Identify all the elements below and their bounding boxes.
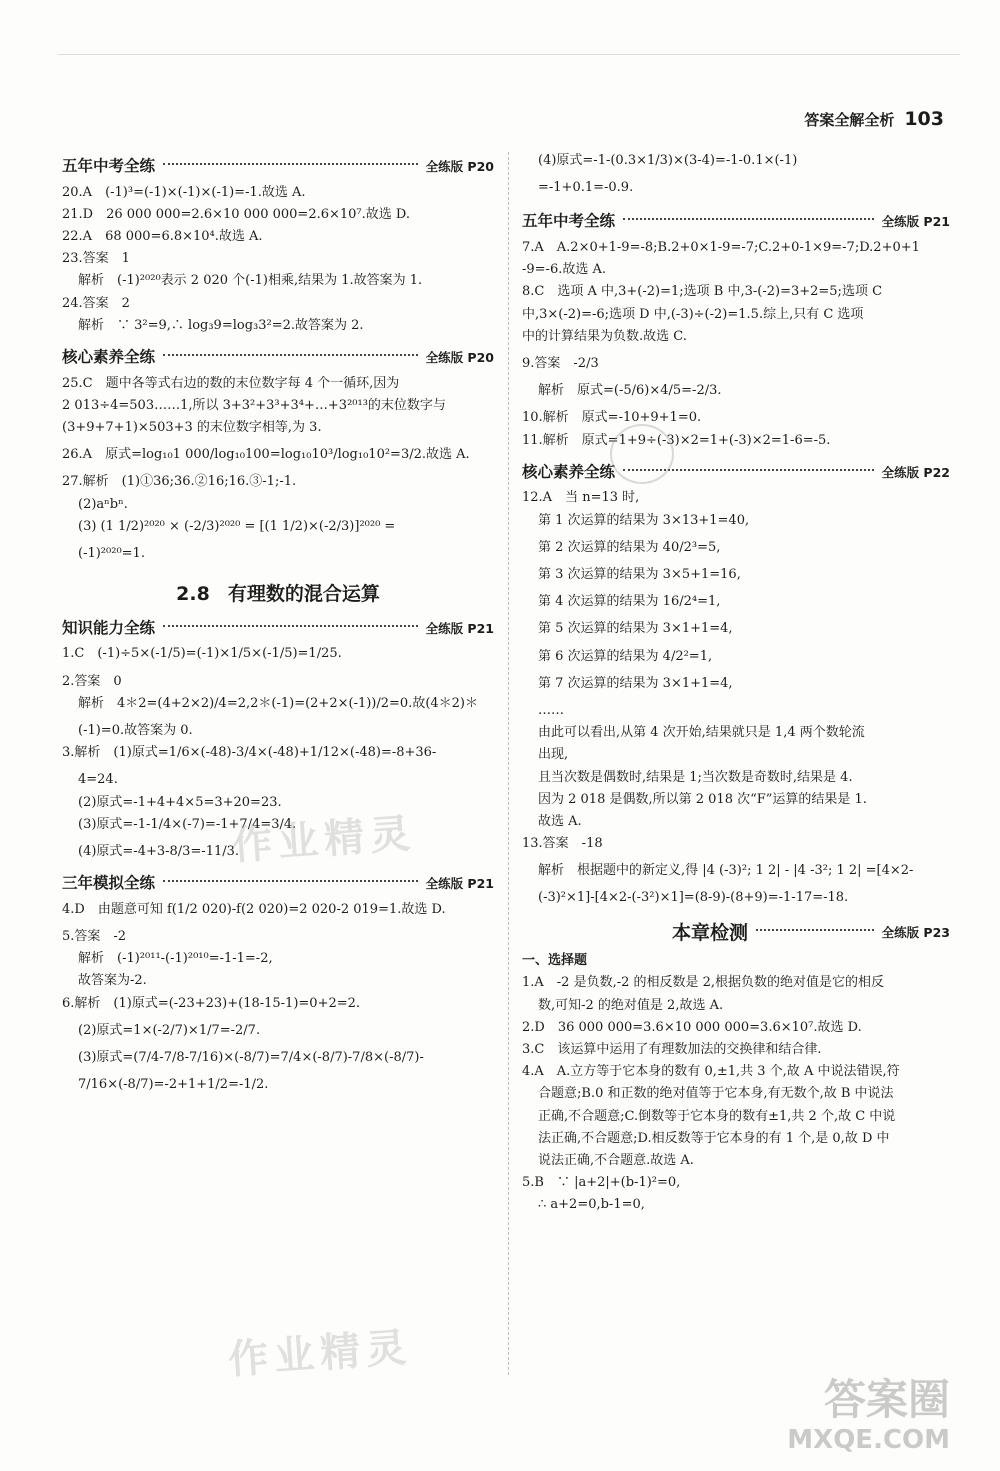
leader-dots <box>756 929 874 931</box>
stamp-mark <box>610 424 674 484</box>
answer-line: 1.A -2 是负数,-2 的相反数是 2,根据负数的绝对值是它的相反 <box>522 975 885 991</box>
answer-line: 2.答案 0 <box>62 673 122 689</box>
page-number: 103 <box>904 108 944 130</box>
section-title: 知识能力全练 <box>62 618 156 637</box>
answer-line: 合题意;B.0 和正数的绝对值等于它本身,有无数个,故 B 中说法 <box>538 1086 894 1102</box>
answer-line: 12.A 当 n=13 时, <box>522 490 640 506</box>
chapter-number: 2.8 <box>176 583 210 606</box>
answer-line: 21.D 26 000 000=2.6×10 000 000=2.6×10⁷.故选 D. <box>62 206 410 222</box>
answer-line: 8.C 选项 A 中,3+(-2)=1;选项 B 中,3-(-2)=3+2=5;选项 C <box>522 284 883 300</box>
answer-line: …… <box>538 702 564 718</box>
logo-text: 答案圈 <box>823 1375 950 1424</box>
section-ref: 全练版 P22 <box>881 464 950 480</box>
answer-line: 第 5 次运算的结果为 3×1+1=4, <box>538 621 733 637</box>
answer-line: 7/16×(-8/7)=-2+1+1/2=-1/2. <box>78 1077 269 1093</box>
answer-line: 中,3×(-2)=-6;选项 D 中,(-3)÷(-2)=1.5.综上,只有 C 选项 <box>522 306 864 322</box>
page-header <box>804 108 944 130</box>
answer-line: 解析 4＊2=(4+2×2)/4=2,2＊(-1)=(2+2×(-1))/2=0.故(4＊2)＊ <box>78 695 479 711</box>
answer-line: 2 013÷4=503……1,所以 3+3²+3³+3⁴+…+3²⁰¹³的末位数字与 <box>62 397 446 413</box>
subsection-title: 一、选择题 <box>522 953 588 969</box>
answer-line: ∴ a+2=0,b-1=0, <box>538 1197 645 1213</box>
answer-line: (-1)²⁰²⁰=1. <box>78 546 145 561</box>
chapter-name: 有理数的混合运算 <box>227 583 380 606</box>
answer-line: 因为 2 018 是偶数,所以第 2 018 次“F”运算的结果是 1. <box>538 791 867 807</box>
answer-line: 数,可知-2 的绝对值是 2,故选 A. <box>538 997 724 1013</box>
answer-line: (-1)=0.故答案为 0. <box>78 723 193 739</box>
answer-line: 26.A 原式=log₁₀1 000/log₁₀100=log₁₀10³/log₁₀10²=3/2.故选 A. <box>62 447 470 463</box>
answer-line: (-3)²×1]-[4×2-(-3²)×1]=(8-9)-(8+9)=-1-17=-18. <box>538 890 849 906</box>
site-logo <box>787 1375 950 1455</box>
answer-line: 出现, <box>538 747 569 763</box>
leader-dots <box>163 163 418 165</box>
column-divider <box>508 152 509 1375</box>
answer-line: 13.答案 -18 <box>522 836 603 852</box>
answer-line: 27.解析 (1)①36;36.②16;16.③-1;-1. <box>62 474 297 490</box>
answer-line: 1.C (-1)÷5×(-1/5)=(-1)×1/5×(-1/5)=1/25. <box>62 646 342 662</box>
section-ref: 全练版 P20 <box>425 350 494 366</box>
answer-line: 由此可以看出,从第 4 次开始,结果就只是 1,4 两个数轮流 <box>538 725 865 741</box>
answer-line: 3.解析 (1)原式=1/6×(-48)-3/4×(-48)+1/12×(-48)=-8+36- <box>62 745 437 761</box>
section-title: 本章检测 <box>672 921 749 944</box>
answer-line: 23.答案 1 <box>62 251 130 267</box>
answer-line: 说法正确,不合题意.故选 A. <box>538 1152 694 1168</box>
answer-line: (3)原式=(7/4-7/8-7/16)×(-8/7)=7/4×(-8/7)-7/8×(-8/7)- <box>78 1049 424 1065</box>
answer-line: 故答案为-2. <box>78 973 147 989</box>
answer-line: 解析 根据题中的新定义,得 |4 (-3)²; 1 2| - |4 -3²; 1 2| =[4×2- <box>538 863 914 879</box>
answer-line: 4.A A.立方等于它本身的数有 0,±1,共 3 个,故 A 中说法错误,符 <box>522 1064 900 1080</box>
section-header <box>62 347 494 369</box>
answer-line: 10.解析 原式=-10+9+1=0. <box>522 410 702 426</box>
answer-line: 正确,不合题意;C.倒数等于它本身的数有±1,共 2 个,故 C 中说 <box>538 1108 896 1124</box>
section-title: 核心素养全练 <box>522 462 616 481</box>
logo-url: MXQE.COM <box>787 1425 950 1455</box>
answer-line: 9.答案 -2/3 <box>522 356 599 371</box>
leader-dots <box>163 880 418 882</box>
answer-line: (3)原式=-1-1/4×(-7)=-1+7/4=3/4. <box>78 816 297 832</box>
answer-line: 解析 ∵ 3²=9,∴ log₃9=log₃3²=2.故答案为 2. <box>78 317 364 333</box>
leader-dots <box>623 218 874 220</box>
answer-line: 11.解析 原式=1+9÷(-3)×2=1+(-3)×2=1-6=-5. <box>522 432 831 448</box>
answer-line: (2)原式=1×(-2/7)×1/7=-2/7. <box>78 1022 261 1038</box>
answer-line: =-1+0.1=-0.9. <box>538 180 634 196</box>
answer-line: 5.答案 -2 <box>62 929 127 945</box>
answer-line: 法正确,不合题意;D.相反数等于它本身的有 1 个,是 0,故 D 中 <box>538 1130 890 1146</box>
section-header <box>522 462 950 484</box>
answer-line: 2.D 36 000 000=3.6×10 000 000=3.6×10⁷.故选 D. <box>522 1019 862 1035</box>
answer-line: (2)原式=-1+4+4×5=3+20=23. <box>78 794 282 810</box>
answer-line: 3.C 该运算中运用了有理数加法的交换律和结合律. <box>522 1041 822 1057</box>
section-header <box>62 873 494 895</box>
answer-line: 25.C 题中各等式右边的数的末位数字每 4 个一循环,因为 <box>62 375 400 391</box>
section-ref: 全练版 P21 <box>425 620 494 636</box>
right-column <box>522 152 950 1218</box>
section-title: 五年中考全练 <box>62 157 156 175</box>
leader-dots <box>163 354 418 356</box>
answer-line: (3) (1 1/2)²⁰²⁰ × (-2/3)²⁰²⁰ = [(1 1/2)×(-2/3)]²⁰²⁰ = <box>78 518 396 534</box>
top-rule <box>58 54 960 55</box>
watermark: 作业精灵 <box>230 810 418 870</box>
watermark: 作业精灵 <box>226 1324 414 1384</box>
section-ref: 全练版 P20 <box>425 159 494 175</box>
answer-line: 故选 A. <box>538 813 582 829</box>
section-header <box>62 618 494 640</box>
leader-dots <box>163 625 418 627</box>
chapter-title <box>62 581 494 608</box>
section-header <box>62 156 494 178</box>
answer-line: -9=-6.故选 A. <box>522 262 607 278</box>
answer-line: 4.D 由题意可知 f(1/2 020)-f(2 020)=2 020-2 019=1.故选 D. <box>62 901 446 917</box>
answer-line: 且当次数是偶数时,结果是 1;当次数是奇数时,结果是 4. <box>538 769 853 785</box>
answer-line: 第 4 次运算的结果为 16/2⁴=1, <box>538 594 721 610</box>
answer-line: 6.解析 (1)原式=(-23+23)+(18-15-1)=0+2=2. <box>62 995 361 1011</box>
section-ref: 全练版 P23 <box>881 925 950 941</box>
answer-line: 7.A A.2×0+1-9=-8;B.2+0×1-9=-7;C.2+0-1×9=-7;D.2+0+1 <box>522 240 920 256</box>
header-title: 答案全解全析 <box>804 111 895 129</box>
section-title: 核心素养全练 <box>62 348 156 366</box>
answer-line: 20.A (-1)³=(-1)×(-1)×(-1)=-1.故选 A. <box>62 184 306 200</box>
answer-line: 22.A 68 000=6.8×10⁴.故选 A. <box>62 229 263 245</box>
answer-line: 第 3 次运算的结果为 3×5+1=16, <box>538 567 741 582</box>
left-column <box>62 152 494 1098</box>
answer-line: 第 1 次运算的结果为 3×13+1=40, <box>538 512 750 528</box>
answer-line: 第 7 次运算的结果为 3×1+1=4, <box>538 675 733 691</box>
answer-line: (2)aⁿbⁿ. <box>78 496 128 512</box>
answer-line: (3+9+7+1)×503+3 的末位数字相等,为 3. <box>62 420 322 436</box>
section-ref: 全练版 P21 <box>425 876 494 892</box>
section-ref: 全练版 P21 <box>881 214 950 230</box>
answer-line: 解析 (-1)²⁰²⁰表示 2 020 个(-1)相乘,结果为 1.故答案为 1. <box>78 273 423 289</box>
answer-line: 第 2 次运算的结果为 40/2³=5, <box>538 539 721 555</box>
section-title: 五年中考全练 <box>522 212 616 231</box>
answer-line: 中的计算结果为负数.故选 C. <box>522 328 687 344</box>
section-title: 三年模拟全练 <box>62 874 156 893</box>
answer-line: 解析 原式=(-5/6)×4/5=-2/3. <box>538 383 722 399</box>
answer-line: (4)原式=-4+3-8/3=-11/3. <box>78 843 240 859</box>
section-header <box>522 211 950 233</box>
answer-line: 5.B ∵ |a+2|+(b-1)²=0, <box>522 1175 681 1191</box>
answer-line: 4=24. <box>78 772 118 788</box>
answer-line: 24.答案 2 <box>62 295 130 311</box>
answer-line: 第 6 次运算的结果为 4/2²=1, <box>538 648 713 664</box>
answer-line: (4)原式=-1-(0.3×1/3)×(3-4)=-1-0.1×(-1) <box>538 153 798 168</box>
answer-line: 解析 (-1)²⁰¹¹-(-1)²⁰¹⁰=-1-1=-2, <box>78 951 273 967</box>
section-header <box>522 920 950 947</box>
